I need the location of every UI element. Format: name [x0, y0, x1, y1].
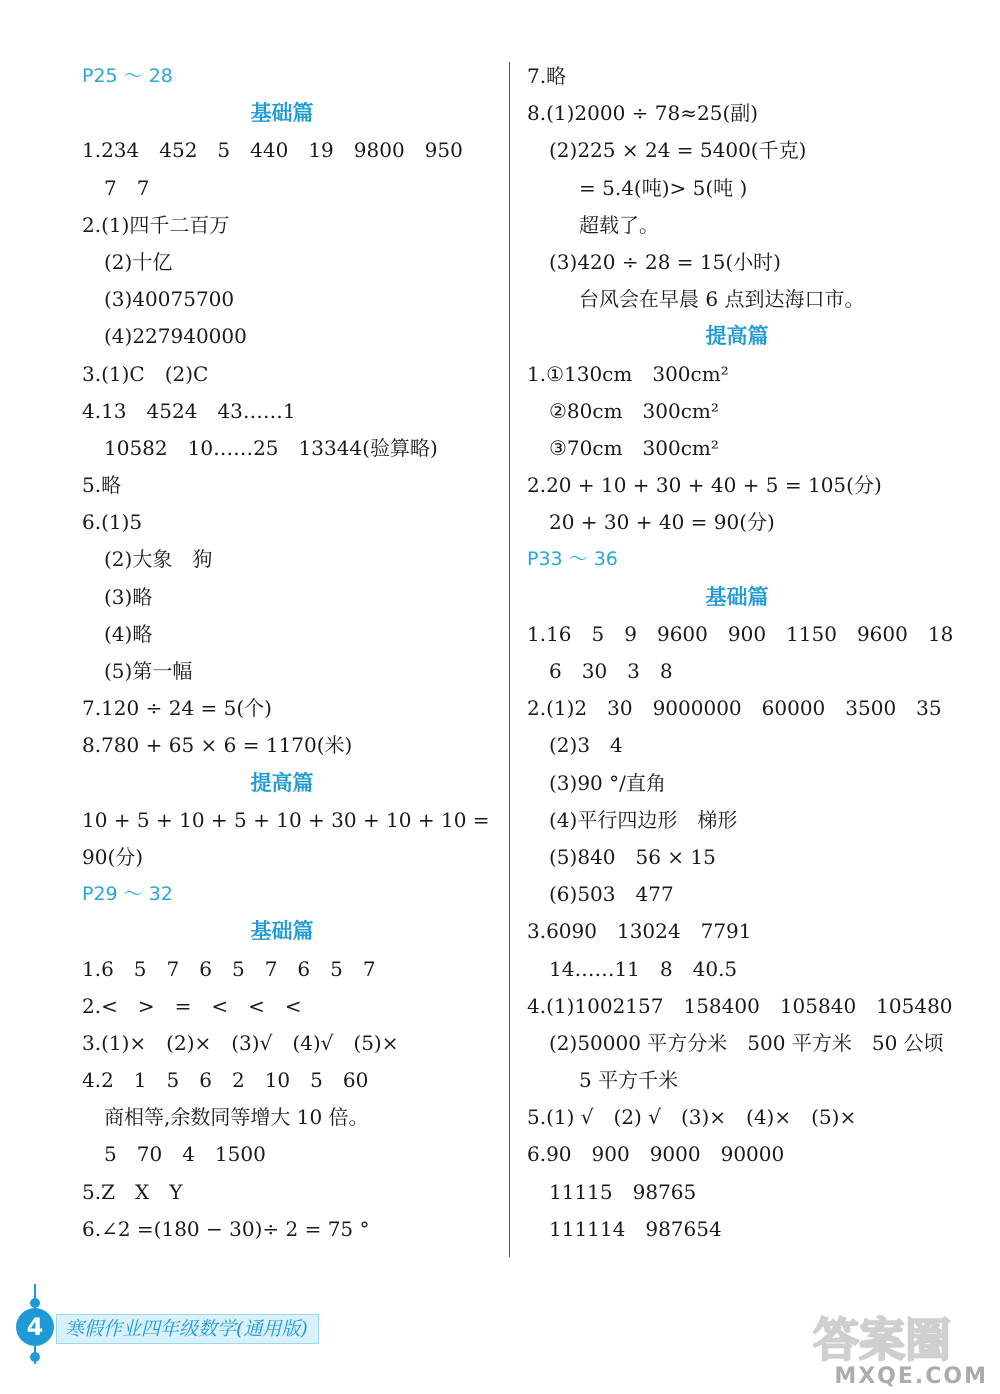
- right-section-heading-14: 基础篇: [705, 584, 769, 609]
- left-line-20: 10 + 5 + 10 + 5 + 10 + 30 + 10 + 10 =: [82, 807, 490, 832]
- left-line-13: (2)大象 狗: [104, 547, 213, 572]
- page-number: 4: [16, 1308, 54, 1346]
- right-line-23: 3.6090 13024 7791: [527, 919, 752, 944]
- right-page-range-13: P33 ～ 36: [527, 548, 618, 571]
- left-line-30: 5.Z X Y: [82, 1179, 183, 1204]
- left-line-5: (2)十亿: [104, 249, 173, 274]
- left-line-7: (4)227940000: [104, 324, 247, 349]
- right-line-5: (3)420 ÷ 28 = 15(小时): [549, 249, 781, 274]
- right-line-4: 超载了。: [579, 212, 659, 237]
- left-line-3: 7 7: [104, 175, 150, 200]
- left-line-4: 2.(1)四千二百万: [82, 212, 230, 237]
- left-line-24: 1.6 5 7 6 5 7 6 5 7: [82, 956, 376, 981]
- left-line-27: 4.2 1 5 6 2 10 5 60: [82, 1068, 369, 1093]
- left-line-10: 10582 10……25 13344(验算略): [104, 435, 438, 460]
- left-section-heading-1: 基础篇: [250, 101, 314, 126]
- left-page-range-0: P25 ～ 28: [82, 65, 173, 87]
- right-line-0: 7.略: [527, 64, 567, 88]
- left-line-6: (3)40075700: [104, 287, 235, 312]
- left-line-8: 3.(1)C (2)C: [82, 361, 209, 386]
- left-line-15: (4)略: [104, 621, 153, 646]
- answer-column-right: [527, 58, 954, 1248]
- right-line-21: (5)840 56 × 15: [549, 844, 716, 869]
- left-line-2: 1.234 452 5 440 19 9800 950: [82, 138, 463, 163]
- right-section-heading-7: 提高篇: [705, 324, 769, 349]
- answer-column-left: [82, 58, 490, 1248]
- left-line-14: (3)略: [104, 584, 153, 609]
- right-line-6: 台风会在早晨 6 点到达海口市。: [579, 287, 865, 312]
- right-line-29: 6.90 900 9000 90000: [527, 1142, 785, 1167]
- book-title: 寒假作业四年级数学(通用版): [56, 1314, 319, 1344]
- left-line-28: 商相等,余数同等增大 10 倍。: [104, 1105, 369, 1130]
- footer-bead-bottom: [30, 1352, 40, 1362]
- right-line-16: 6 30 3 8: [549, 659, 673, 683]
- right-line-24: 14……11 8 40.5: [549, 956, 738, 981]
- right-line-20: (4)平行四边形 梯形: [549, 807, 738, 832]
- left-line-17: 7.120 ÷ 24 = 5(个): [82, 696, 272, 721]
- left-line-18: 8.780 + 65 × 6 = 1170(米): [82, 733, 353, 758]
- right-line-3: = 5.4(吨)> 5(吨 ): [579, 175, 748, 200]
- right-line-1: 8.(1)2000 ÷ 78≈25(副): [527, 101, 759, 126]
- right-line-25: 4.(1)1002157 158400 105840 105480: [527, 993, 953, 1018]
- watermark-url: MXQE.COM: [834, 1364, 988, 1389]
- left-line-16: (5)第一幅: [104, 659, 193, 683]
- left-line-29: 5 70 4 1500: [104, 1142, 266, 1167]
- left-line-11: 5.略: [82, 473, 122, 498]
- left-line-26: 3.(1)× (2)× (3)√ (4)√ (5)×: [82, 1030, 399, 1055]
- right-line-17: 2.(1)2 30 9000000 60000 3500 35: [527, 696, 942, 721]
- right-line-11: 2.20 + 10 + 30 + 40 + 5 = 105(分): [527, 473, 882, 498]
- right-line-30: 11115 98765: [549, 1179, 697, 1204]
- left-line-21: 90(分): [82, 844, 144, 869]
- right-line-12: 20 + 30 + 40 = 90(分): [549, 510, 775, 535]
- right-line-22: (6)503 477: [549, 882, 674, 907]
- right-line-10: ③70cm 300cm²: [549, 435, 719, 460]
- right-line-19: (3)90 °/直角: [549, 770, 666, 795]
- left-line-12: 6.(1)5: [82, 510, 143, 535]
- footer-bead-top: [30, 1298, 40, 1308]
- right-line-31: 111114 987654: [549, 1216, 722, 1241]
- left-line-31: 6.∠2 =(180 − 30)÷ 2 = 75 °: [82, 1216, 370, 1241]
- left-page-range-22: P29 ～ 32: [82, 883, 173, 906]
- right-line-26: (2)50000 平方分米 500 平方米 50 公顷: [549, 1030, 944, 1055]
- right-line-8: 1.①130cm 300cm²: [527, 361, 729, 386]
- column-divider: [509, 62, 510, 1257]
- right-line-27: 5 平方千米: [579, 1068, 679, 1093]
- right-line-28: 5.(1) √ (2) √ (3)× (4)× (5)×: [527, 1105, 857, 1130]
- left-line-25: 2.< > = < < <: [82, 993, 302, 1018]
- right-line-2: (2)225 × 24 = 5400(千克): [549, 138, 807, 163]
- watermark-logo-text: 答案圈: [813, 1313, 951, 1367]
- left-section-heading-23: 基础篇: [250, 919, 314, 944]
- right-line-9: ②80cm 300cm²: [549, 398, 719, 423]
- left-line-9: 4.13 4524 43……1: [82, 398, 296, 423]
- right-line-15: 1.16 5 9 9600 900 1150 9600 18: [527, 621, 954, 646]
- right-line-18: (2)3 4: [549, 733, 623, 758]
- left-section-heading-19: 提高篇: [250, 770, 314, 795]
